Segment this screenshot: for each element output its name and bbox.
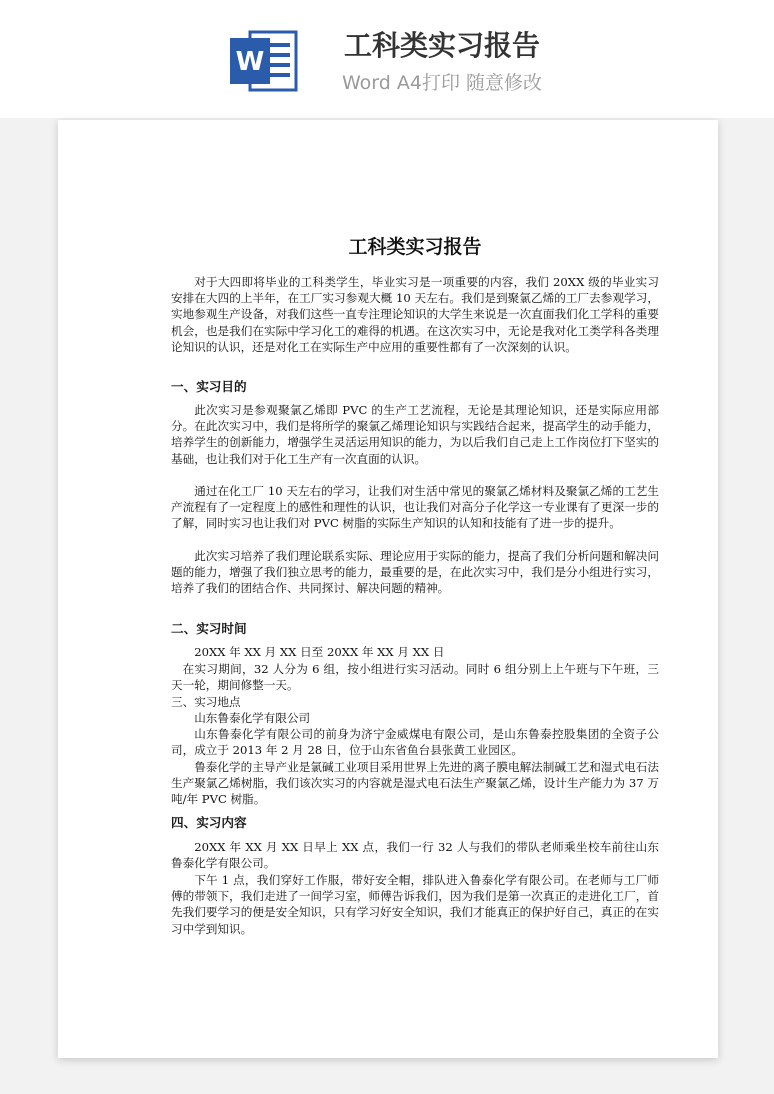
content-paragraph-1: 20XX 年 XX 月 XX 日早上 XX 点，我们一行 32 人与我们的带队老师乘坐校车前往山东鲁泰化学有限公司。 xyxy=(171,840,659,871)
document-title: 工科类实习报告 xyxy=(348,236,482,258)
intro-paragraph: 对于大四即将毕业的工科类学生，毕业实习是一项重要的内容，我们 20XX 级的毕业实习安排在大四的上半年，在工厂实习参观大概 10 天左右。我们是到聚氯乙烯的工厂去参观学习，实地参观生产设备，对我们这些一直专注理论知识的大学生来说是一次直面我们化工学科的重要机会，也是我们在实际中学习化工的难得的机遇。在这次实习中，无论是我对化工类学科各类理论知识的认识，还是对化工在实际生产中应用的重要性都有了一次深刻的认识。 xyxy=(171,275,659,354)
internship-date-range: 20XX 年 XX 月 XX 日至 20XX 年 XX 月 XX 日 xyxy=(194,645,445,659)
location-paragraph-2: 鲁泰化学的主导产业是氯碱工业项目采用世界上先进的离子膜电解法制碱工艺和湿式电石法生产聚氯乙烯树脂，我们该次实习的内容就是湿式电石法生产聚氯乙烯，设计生产能力为 37 万吨/年 PVC 树脂。 xyxy=(171,760,659,807)
company-name: 山东鲁泰化学有限公司 xyxy=(194,711,311,725)
purpose-paragraph-2: 通过在化工厂 10 天左右的学习，让我们对生活中常见的聚氯乙烯材料及聚氯乙烯的工艺生产流程有了一定程度上的感性和理性的认识，也让我们对高分子化学这一专业课有了更深一步的了解，同时实习也让我们对 PVC 树脂的实际生产知识的认知和技能有了进一步的提升。 xyxy=(171,484,659,531)
content-paragraph-2: 下午 1 点，我们穿好工作服，带好安全帽，排队进入鲁泰化学有限公司。在老师与工厂师傅的带领下，我们走进了一间学习室，师傅告诉我们，因为我们是第一次真正的走进化工厂，首先我们要学习的便是安全知识，只有学习好安全知识，我们才能真正的保护好自己，真正的在实习中学到知识。 xyxy=(171,873,659,936)
banner-subtitle: Word A4打印 随意修改 xyxy=(341,72,542,94)
time-paragraph: 在实习期间，32 人分为 6 组，按小组进行实习活动。同时 6 组分别上上午班与下午班，三天一轮，期间修整一天。 xyxy=(171,662,659,693)
section-heading-location: 三、实习地点 xyxy=(171,695,241,709)
section-heading-time: 二、实习时间 xyxy=(171,621,247,636)
purpose-paragraph-3: 此次实习培养了我们理论联系实际、理论应用于实际的能力，提高了我们分析问题和解决问题的能力，增强了我们独立思考的能力，最重要的是，在此次实习中，我们是分小组进行实习，培养了我们的团结合作、共同探讨、解决问题的精神。 xyxy=(171,549,659,596)
section-heading-purpose: 一、实习目的 xyxy=(171,379,247,394)
header-banner xyxy=(0,0,774,118)
word-icon-letter: W xyxy=(235,47,265,77)
location-paragraph-1: 山东鲁泰化学有限公司的前身为济宁金威煤电有限公司，是山东鲁泰控股集团的全资子公司，成立于 2013 年 2 月 28 日，位于山东省鱼台县张黄工业园区。 xyxy=(171,727,659,758)
word-icon xyxy=(228,26,300,96)
banner-title: 工科类实习报告 xyxy=(343,29,540,62)
section-heading-content: 四、实习内容 xyxy=(171,815,247,830)
purpose-paragraph-1: 此次实习是参观聚氯乙烯即 PVC 的生产工艺流程，无论是其理论知识，还是实际应用部分。在此次实习中，我们是将所学的聚氯乙烯理论知识与实践结合起来，提高学生的动手能力，培养学生的创新能力，增强学生灵活运用知识的能力，为以后我们自己走上工作岗位打下坚实的基础，也让我们对于化工生产有一次直面的认识。 xyxy=(171,403,659,466)
document-page xyxy=(58,120,718,1058)
